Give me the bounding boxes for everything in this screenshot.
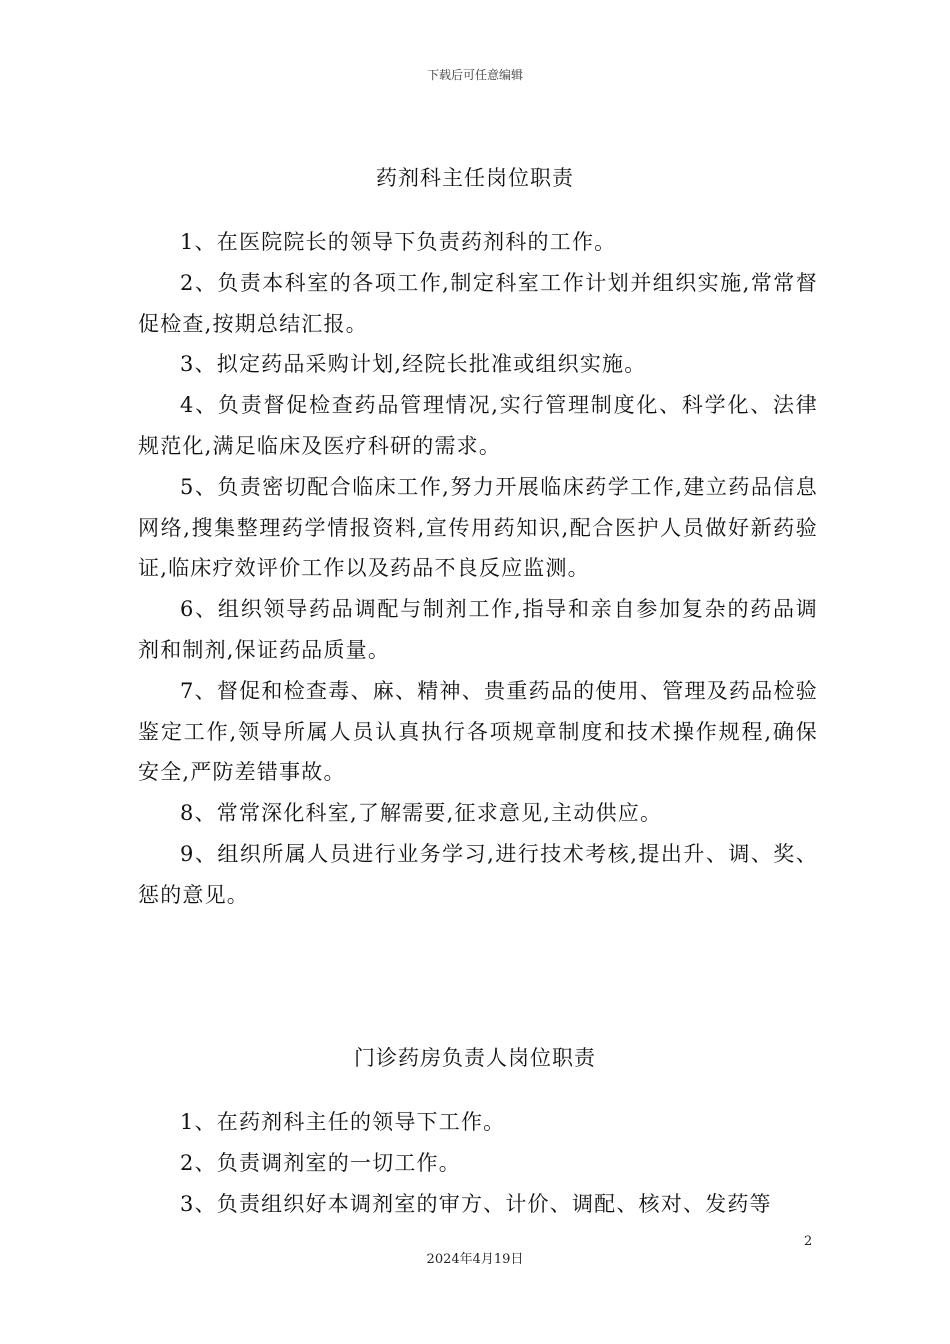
section-body-pharmacy-director: [138, 222, 818, 916]
paragraph: 1、在药剂科主任的领导下工作。: [180, 1110, 506, 1134]
paragraph: 8、常常深化科室,了解需要,征求意见,主动供应。: [180, 801, 663, 826]
paragraph: 3、负责组织好本调剂室的审方、计价、调配、核对、发药等: [180, 1191, 772, 1216]
section-title-outpatient-pharmacy-head: 门诊药房负责人岗位职责: [354, 1046, 596, 1070]
footer-date: 2024年4月19日: [426, 1252, 524, 1267]
page-number: 2: [804, 1234, 813, 1249]
paragraph: 4、负责督促检查药品管理情况,实行管理制度化、科学化、法律规范化,满足临床及医疗科研的需求。: [138, 393, 818, 458]
paragraph: 2、负责本科室的各项工作,制定科室工作计划并组织实施,常常督促检查,按期总结汇报。: [138, 270, 818, 336]
paragraph: 2、负责调剂室的一切工作。: [180, 1150, 461, 1175]
paragraph: 3、拟定药品采购计划,经院长批准或组织实施。: [180, 352, 647, 377]
paragraph: 1、在医院院长的领导下负责药剂科的工作。: [180, 230, 617, 254]
section-title-pharmacy-director: 药剂科主任岗位职责: [376, 166, 574, 190]
paragraph: 5、负责密切配合临床工作,努力开展临床药学工作,建立药品信息网络,搜集整理药学情报资料,宣传用药知识,配合医护人员做好新药验证,临床疗效评价工作以及药品不良反应监测。: [138, 474, 818, 581]
paragraph: 7、督促和检查毒、麻、精神、贵重药品的使用、管理及药品检验鉴定工作,领导所属人员认真执行各项规章制度和技术操作规程,确保安全,严防差错事故。: [138, 678, 818, 785]
section-body-outpatient-pharmacy-head: [138, 1102, 818, 1224]
page-header: 下载后可任意编辑: [426, 68, 523, 82]
paragraph: 9、组织所属人员进行业务学习,进行技术考核,提出升、调、奖、惩的意见。: [138, 841, 818, 907]
paragraph: 6、组织领导药品调配与制剂工作,指导和亲自参加复杂的药品调剂和制剂,保证药品质量。: [138, 597, 818, 662]
